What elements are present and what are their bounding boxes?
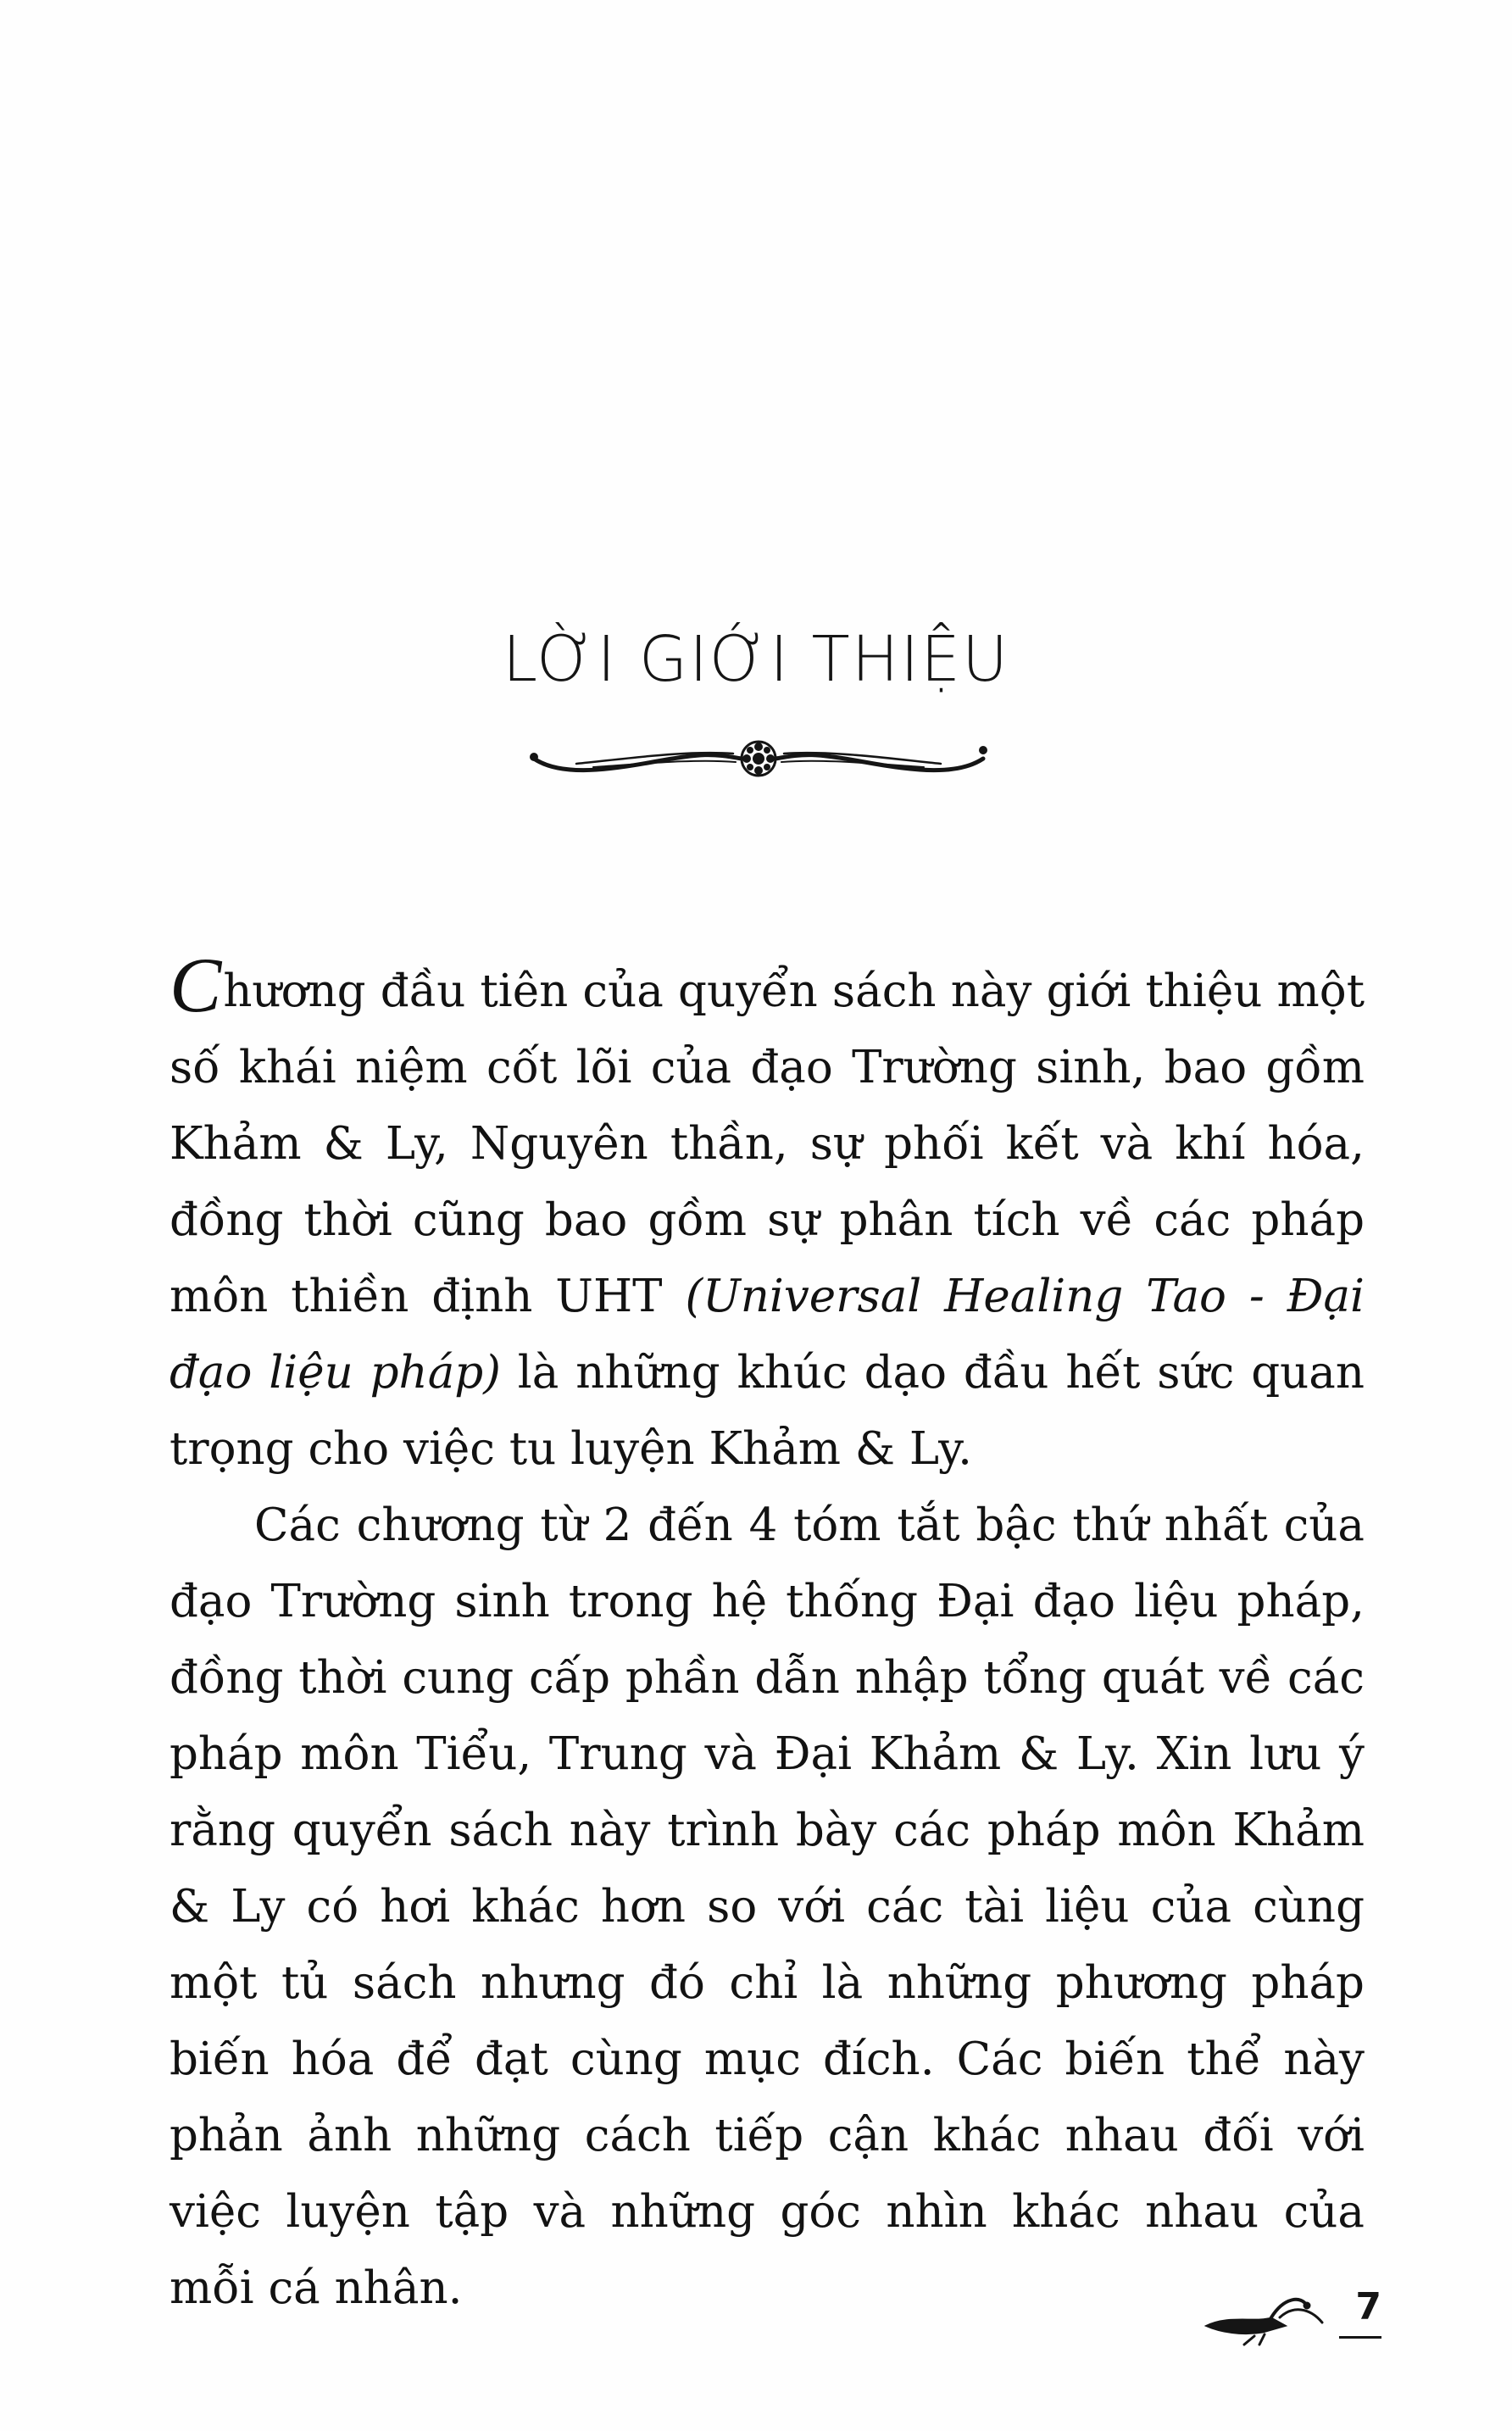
page-number-rule	[1339, 2336, 1381, 2339]
drop-cap: C	[170, 942, 222, 1028]
page-number: 7	[1355, 2285, 1381, 2328]
paragraph-1-text-a: hương đầu tiên của quyển sách này giới thiệu một số khái niệm cốt lõi của đạo Trường sinh, bao gồm Khảm & Ly, Nguyên thần, sự phối kết và khí hóa, đồng thời cũng bao gồm sự phân tích về các pháp môn thiền định UHT	[170, 965, 1365, 1322]
paragraph-1-italic: (Universal Healing Tao - Đại đạo liệu pháp)	[170, 1271, 1365, 1399]
page-footer	[1203, 2280, 1381, 2356]
page-title: LỜI GIỚI THIỆU	[502, 623, 1010, 696]
flourish-rosette-icon	[525, 725, 992, 793]
body-text	[170, 942, 1365, 2327]
crane-flourish-icon	[1203, 2289, 1331, 2348]
paragraph-1-text-b: là những khúc dạo đầu hết sức quan trọng cho việc tu luyện Khảm & Ly.	[170, 1347, 1365, 1475]
paragraph-2: Các chương từ 2 đến 4 tóm tắt bậc thứ nhất của đạo Trường sinh trong hệ thống Đại đạo liệu pháp, đồng thời cung cấp phần dẫn nhập tổng quát về các pháp môn Tiểu, Trung và Đại Khảm & Ly. Xin lưu ý rằng quyển sách này trình bày các pháp môn Khảm & Ly có hơi khác hơn so với các tài liệu của cùng một tủ sách nhưng đó chỉ là những phương pháp biến hóa để đạt cùng mục đích. Các biến thể này phản ảnh những cách tiếp cận khác nhau đối với việc luyện tập và những góc nhìn khác nhau của mỗi cá nhân.	[170, 1499, 1365, 2314]
paragraph-1	[170, 942, 1365, 1488]
